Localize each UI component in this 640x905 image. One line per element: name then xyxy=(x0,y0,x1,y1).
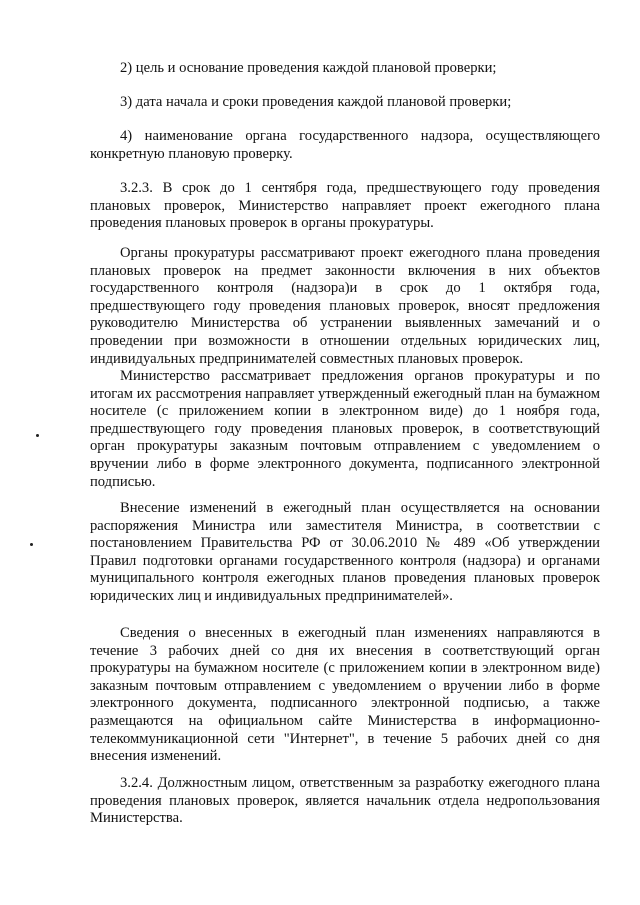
scan-speck xyxy=(36,434,39,437)
paragraph-prosecutor-review: Органы прокуратуры рассматривают проект ежегодного плана проведения плановых проверок на предмет законности включения в них объектов государственного контроля (надзора)и в срок до 1 октября года, предшествующего году проведения плановых проверок, вносят предложения руководителю Министерства об устранении выявленных замечаний и о проведении при возможности в отношении отдельных юридических лиц, индивидуальных предпринимателей совместных плановых проверок. xyxy=(90,245,600,367)
paragraph-ministry-review: Министерство рассматривает предложения органов прокуратуры и по итогам их рассмотрения направляет утвержденный ежегодный план на бумажном носителе (с приложением копии в электронном виде) до 1 ноября года, предшествующего году проведения плановых проверок, в соответствующий орган прокуратуры заказным почтовым отправлением с уведомлением о вручении либо в форме электронного документа, подписанного электронной подписью. xyxy=(90,368,600,490)
paragraph-plan-changes: Внесение изменений в ежегодный план осуществляется на основании распоряжения Министра или заместителя Министра, в соответствии с постановлением Правительства РФ от 30.06.2010 № 489 «Об утверждении Правил подготовки органами государственного контроля (надзора) и органами муниципального контроля ежегодных планов проведения плановых проверок юридических лиц и индивидуальных предпринимателей». xyxy=(90,500,600,604)
paragraph-3-2-4: 3.2.4. Должностным лицом, ответственным за разработку ежегодного плана проведения плановых проверок, является начальник отдела недропользования Министерства. xyxy=(90,775,600,827)
list-item-authority: 4) наименование органа государственного надзора, осуществляющего конкретную плановую проверку. xyxy=(90,128,600,162)
list-item-goal: 2) цель и основание проведения каждой плановой проверки; xyxy=(120,60,497,76)
paragraph-change-notice: Сведения о внесенных в ежегодный план изменениях направляются в течение 3 рабочих дней со дня их внесения в соответствующий орган прокуратуры на бумажном носителе (с приложением копии в электронном виде) заказным почтовым отправлением с уведомлением о вручении либо в форме электронного документа, подписанного электронной подписью, а также размещаются на официальном сайте Министерства в информационно-телекоммуникационной сети "Интернет", в течение 5 рабочих дней со дня внесения изменений. xyxy=(90,625,600,765)
scan-speck xyxy=(30,543,33,546)
paragraph-3-2-3: 3.2.3. В срок до 1 сентября года, предшествующего году проведения плановых проверок, Министерство направляет проект ежегодного плана проведения плановых проверок в органы прокуратуры. xyxy=(90,180,600,232)
list-item-dates: 3) дата начала и сроки проведения каждой плановой проверки; xyxy=(120,94,512,110)
